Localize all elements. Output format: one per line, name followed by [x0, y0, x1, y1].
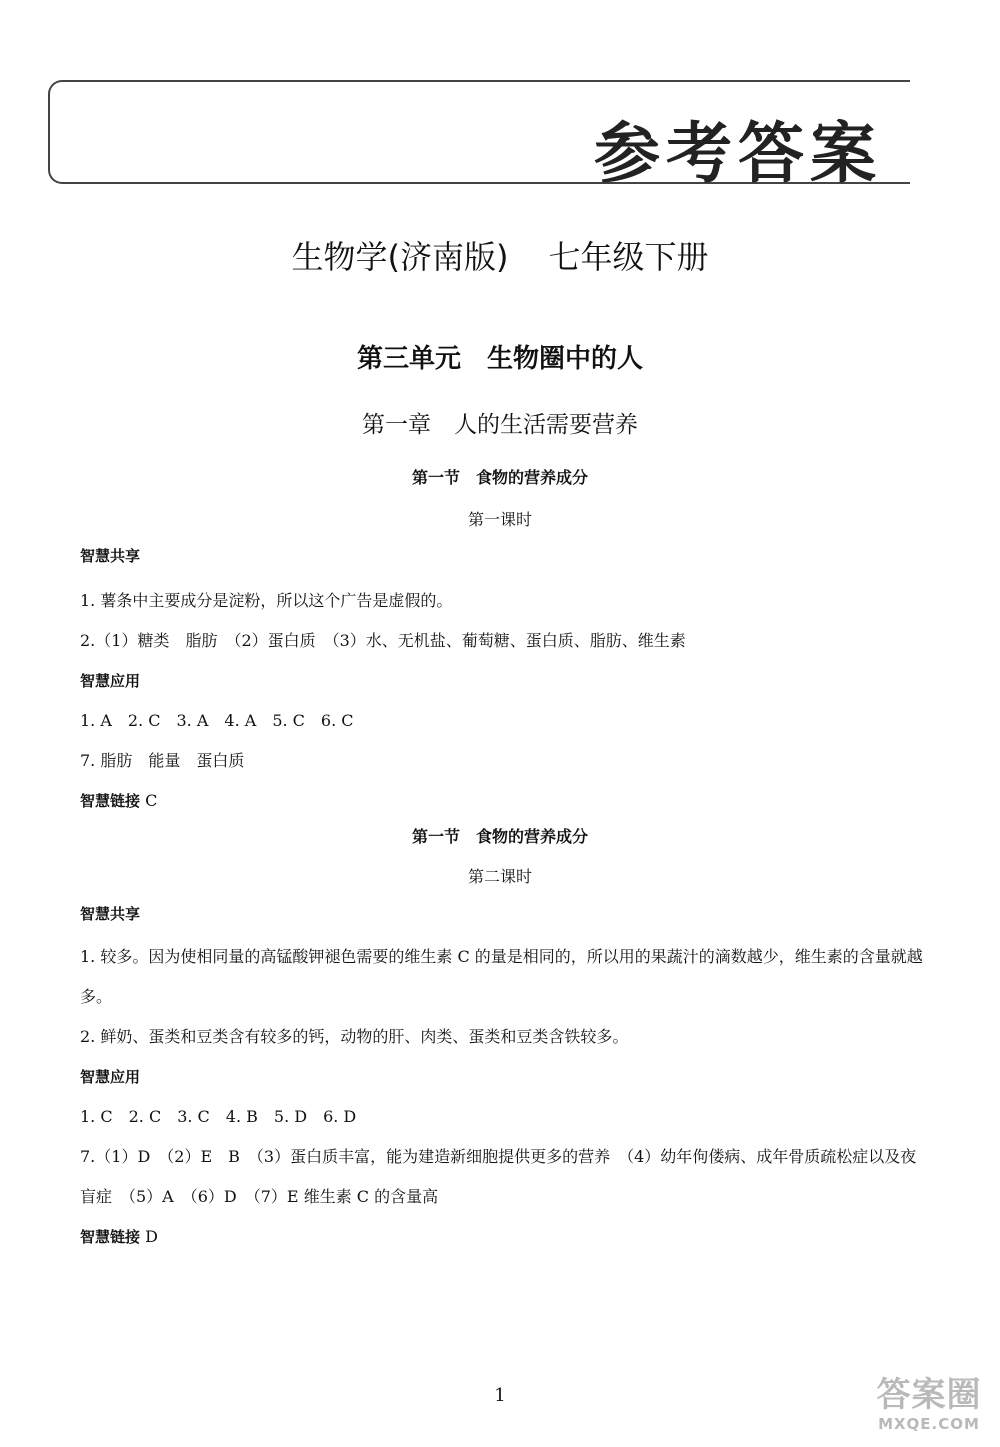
link-label: 智慧链接: [80, 792, 141, 810]
lesson-title: 第二课时: [467, 867, 532, 886]
apply-heading: 智慧应用: [80, 672, 141, 690]
chapter-title: 第一章 人的生活需要营养: [362, 412, 638, 438]
header-banner-title: 参考答案: [594, 115, 882, 192]
book-subject: 生物学(济南版): [291, 238, 509, 276]
share-answer: 1. 较多。因为使相同量的高锰酸钾褪色需要的维生素 C 的量是相同的，所以用的果蔬汁的滴数越少，维生素的含量就越多。: [80, 947, 923, 1006]
lesson-title: 第一课时: [467, 510, 532, 529]
apply-heading: 智慧应用: [80, 1068, 141, 1086]
link-answer: C: [145, 791, 158, 810]
share-heading: 智慧共享: [80, 905, 141, 923]
apply-answer: 7. 脂肪 能量 蛋白质: [80, 751, 245, 770]
watermark-url: MXQE.COM: [878, 1415, 980, 1433]
watermark: [870, 1375, 988, 1443]
unit-title: 第三单元 生物圈中的人: [356, 344, 643, 374]
share-answer: 2. 鲜奶、蛋类和豆类含有较多的钙，动物的肝、肉类、蛋类和豆类含铁较多。: [80, 1027, 629, 1046]
share-answer: 1. 薯条中主要成分是淀粉，所以这个广告是虚假的。: [80, 591, 453, 610]
share-answer: 2.（1）糖类 脂肪 （2）蛋白质 （3）水、无机盐、葡萄糖、蛋白质、脂肪、维生素: [80, 631, 686, 650]
apply-answer: 7.（1）D （2）E B （3）蛋白质丰富，能为建造新细胞提供更多的营养 （4）幼年佝偻病、成年骨质疏松症以及夜盲症 （5）A （6）D （7）E 维生素 C 的含量高: [80, 1147, 917, 1206]
link-label: 智慧链接: [80, 1228, 141, 1246]
apply-answer: 1. A 2. C 3. A 4. A 5. C 6. C: [80, 711, 354, 730]
section-title: 第一节 食物的营养成分: [411, 468, 588, 487]
link-line: [80, 781, 930, 821]
lesson-1-answers: [80, 545, 930, 821]
book-title: [0, 232, 1000, 278]
link-answer: D: [145, 1227, 158, 1246]
section-title: 第一节 食物的营养成分: [411, 827, 588, 846]
apply-answer: 1. C 2. C 3. C 4. B 5. D 6. D: [80, 1107, 357, 1126]
watermark-logo: 答案圈: [876, 1375, 982, 1415]
lesson-2-answers: [80, 903, 930, 1257]
share-heading: 智慧共享: [80, 547, 141, 565]
book-grade: 七年级下册: [548, 238, 709, 276]
page-number: 1: [494, 1385, 506, 1406]
link-line: [80, 1217, 930, 1257]
